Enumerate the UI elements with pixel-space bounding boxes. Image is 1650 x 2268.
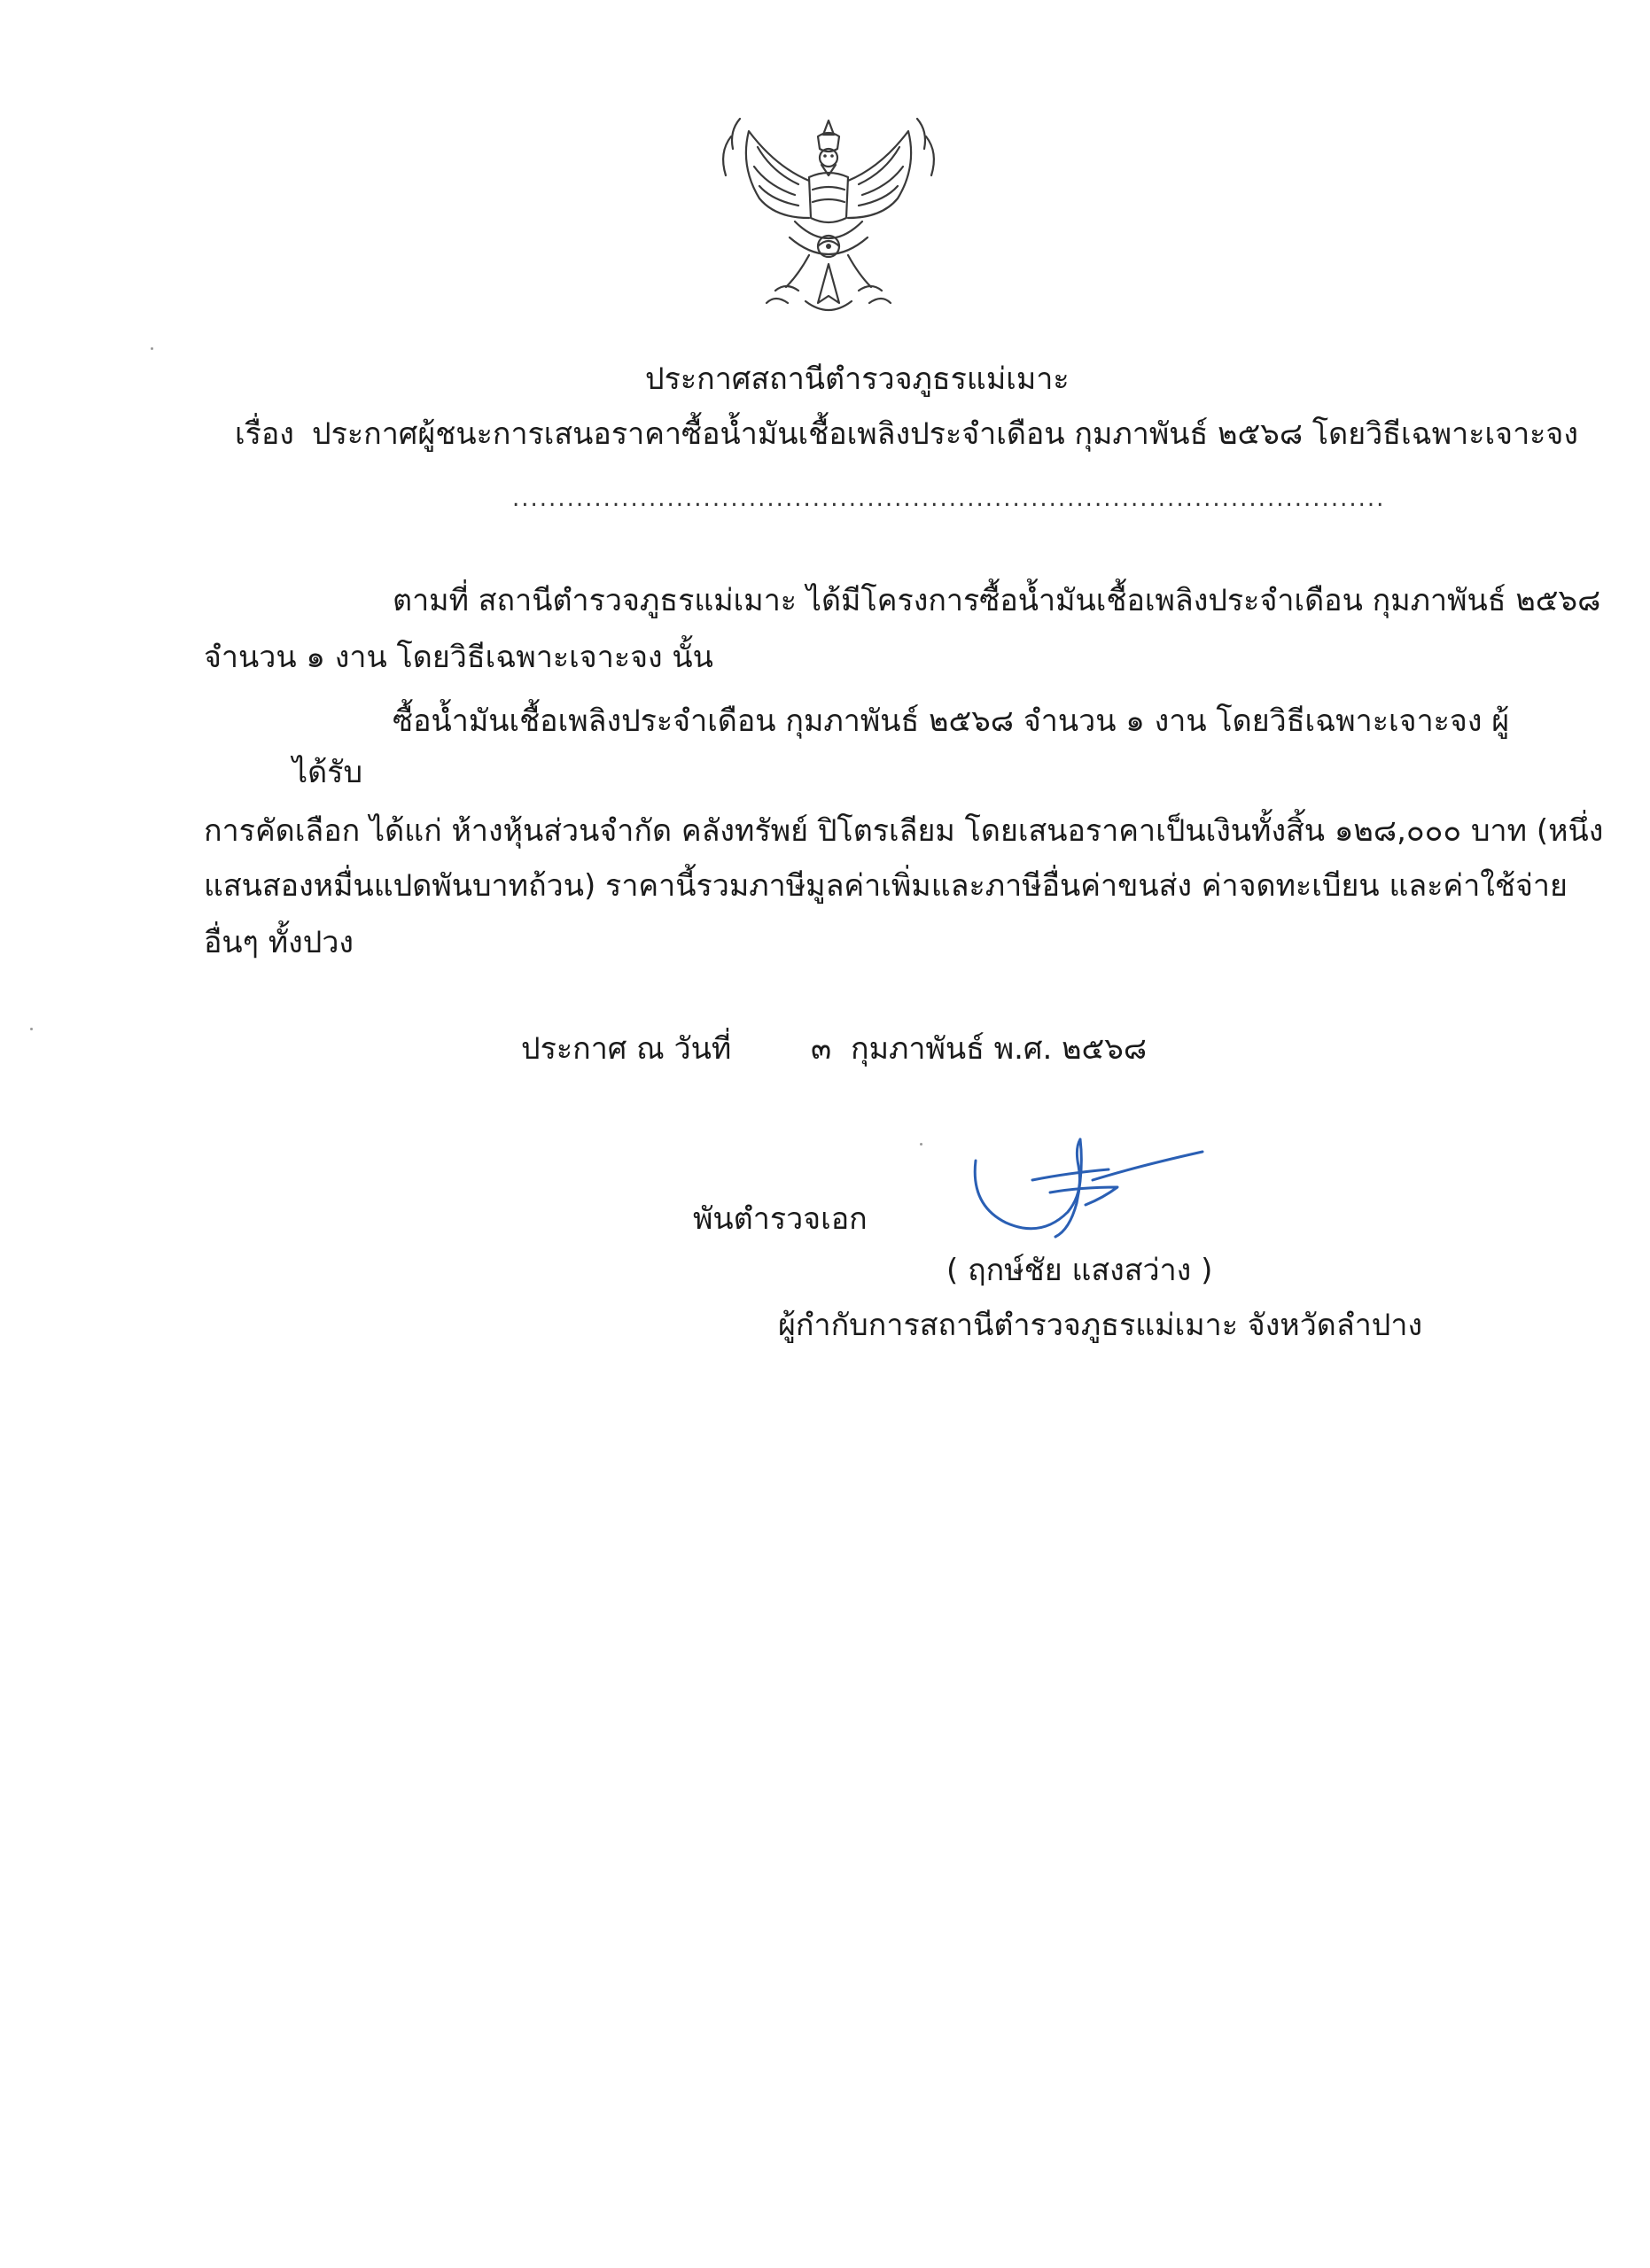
date-prefix: ประกาศ ณ วันที่ bbox=[521, 1031, 732, 1067]
paragraph-2-line-1: ซื้อน้ำมันเชื้อเพลิงประจำเดือน กุมภาพันธ์ ๒๕๖๘ จำนวน ๑ งาน โดยวิธีเฉพาะเจาะจง ผู้ bbox=[393, 703, 1510, 739]
signatory-rank: พันตำรวจเอก bbox=[693, 1201, 868, 1237]
paragraph-2-line-3: การคัดเลือก ได้แก่ ห้างหุ้นส่วนจำกัด คลังทรัพย์ ปิโตรเลียม โดยเสนอราคาเป็นเงินทั้งสิ้น ๑๒๘,๐๐๐ บาท (หนึ่ง bbox=[204, 813, 1604, 849]
scan-speck bbox=[151, 347, 153, 350]
signatory-position: ผู้กำกับการสถานีตำรวจภูธรแม่เมาะ จังหวัดลำปาง bbox=[778, 1308, 1423, 1343]
subject-label: เรื่อง bbox=[235, 416, 294, 452]
paragraph-2-line-2: ได้รับ bbox=[292, 755, 363, 790]
date-month-year: กุมภาพันธ์ พ.ศ. ๒๕๖๘ bbox=[851, 1031, 1148, 1067]
date-day: ๓ bbox=[811, 1031, 832, 1067]
paragraph-2-line-4: แสนสองหมื่นแปดพันบาทถ้วน) ราคานี้รวมภาษีมูลค่าเพิ่มและภาษีอื่นค่าขนส่ง ค่าจดทะเบียน และค่าใช้จ่าย bbox=[204, 868, 1568, 904]
handwritten-signature bbox=[970, 1134, 1210, 1249]
subject-text: ประกาศผู้ชนะการเสนอราคาซื้อน้ำมันเชื้อเพลิงประจำเดือน กุมภาพันธ์ ๒๕๖๘ โดยวิธีเฉพาะเจาะจง bbox=[312, 416, 1578, 452]
paragraph-1-line-1: ตามที่ สถานีตำรวจภูธรแม่เมาะ ได้มีโครงการซื้อน้ำมันเชื้อเพลิงประจำเดือน กุมภาพันธ์ ๒๕๖๘ bbox=[393, 583, 1601, 618]
paragraph-1-line-2: จำนวน ๑ งาน โดยวิธีเฉพาะเจาะจง นั้น bbox=[204, 640, 713, 675]
signatory-name: ( ฤกษ์ชัย แสงสว่าง ) bbox=[946, 1253, 1213, 1288]
title-divider: ................................................................................................ bbox=[512, 485, 1386, 512]
garuda-emblem-icon bbox=[713, 113, 944, 326]
paragraph-2-line-5: อื่นๆ ทั้งปวง bbox=[204, 925, 354, 960]
scan-speck bbox=[920, 1143, 922, 1146]
announcement-title: ประกาศสถานีตำรวจภูธรแม่เมาะ bbox=[645, 361, 1070, 397]
scan-speck bbox=[30, 1028, 33, 1030]
